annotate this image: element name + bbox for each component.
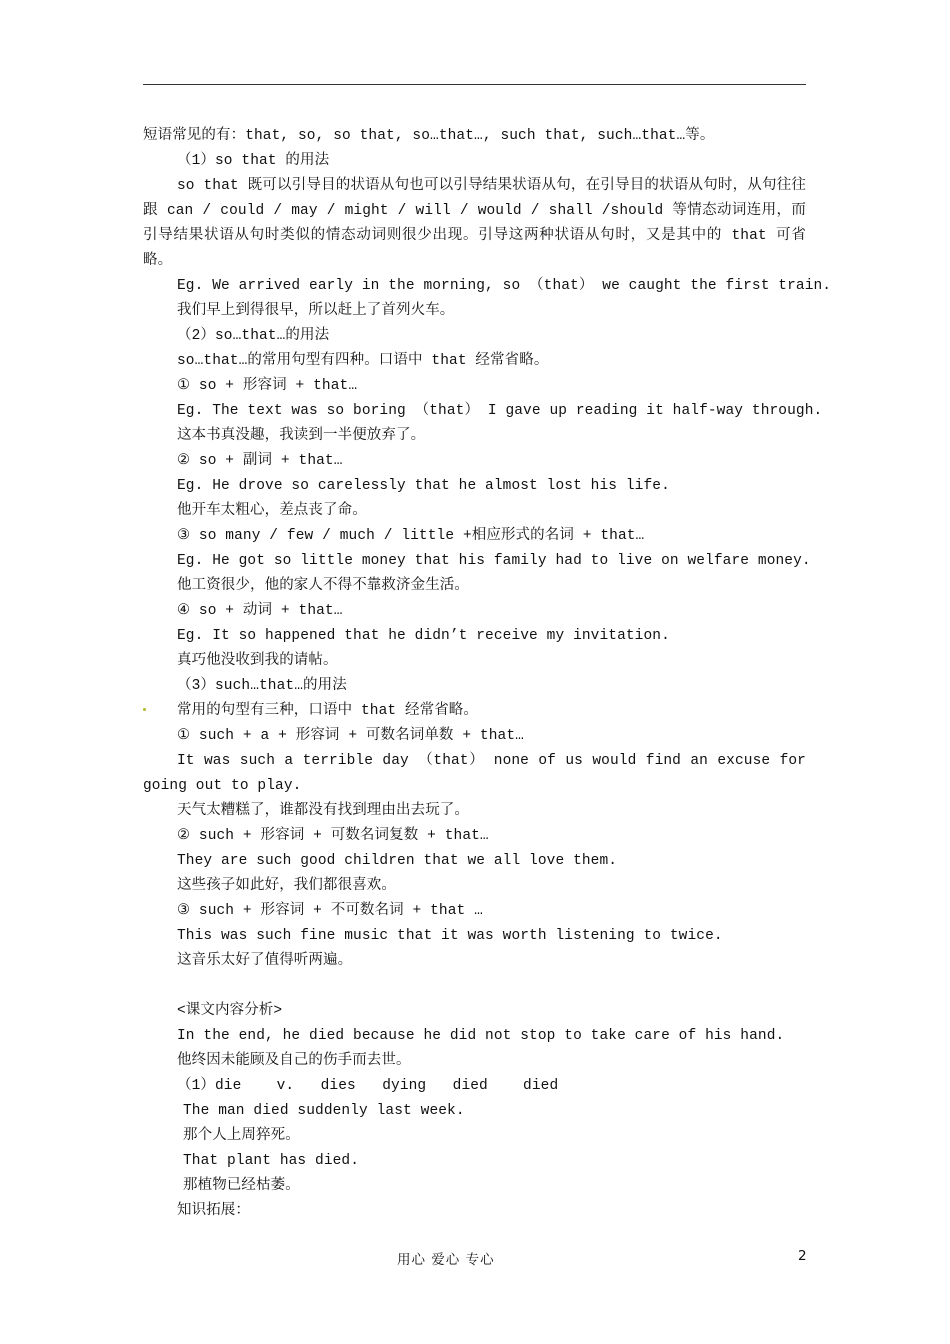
- text-line: 这些孩子如此好，我们都很喜欢。: [177, 878, 396, 894]
- stray-mark: [143, 708, 146, 711]
- text-line: 短语常见的有：that, so, so that, so…that…, such that, such…that…等。: [143, 128, 715, 144]
- text-line: 知识拓展：: [177, 1203, 250, 1219]
- text-line: 常用的句型有三种，口语中 that 经常省略。: [177, 703, 479, 719]
- text-line: 我们早上到得很早，所以赶上了首列火车。: [177, 303, 455, 319]
- footer-slogan: 用心 爱心 专心: [397, 1252, 495, 1268]
- text-line: ① so + 形容词 + that…: [177, 378, 358, 394]
- text-line: ② so + 副词 + that…: [177, 453, 343, 469]
- text-line: （2）so…that…的用法: [177, 328, 330, 344]
- text-line: Eg. We arrived early in the morning, so （that） we caught the first train.: [177, 278, 832, 294]
- text-line: 天气太糟糕了，谁都没有找到理由出去玩了。: [177, 803, 469, 819]
- text-line: They are such good children that we all love them.: [177, 853, 618, 869]
- text-line: It was such a terrible day （that） none of us would find an excuse for going out to play.: [143, 753, 806, 794]
- text-line: <课文内容分析>: [177, 1003, 283, 1019]
- text-line: 那植物已经枯萎。: [183, 1178, 300, 1194]
- blank-line: [143, 974, 806, 999]
- text-line: In the end, he died because he did not stop to take care of his hand.: [177, 1028, 785, 1044]
- header-rule: [143, 84, 806, 85]
- text-line: （1）so that 的用法: [177, 153, 330, 169]
- text-line: ④ so + 动词 + that…: [177, 603, 343, 619]
- text-line: 那个人上周猝死。: [183, 1128, 300, 1144]
- page-number: 2: [798, 1248, 807, 1264]
- text-line: so that 既可以引导目的状语从句也可以引导结果状语从句，在引导目的状语从句时，从句往往跟 can / could / may / might / will / would / shall /should 等情态动词连用，而引导结果状语从句时类似的情态动词则很少出现。引导这两种状语从句时，又是其中的 that 可省略。: [143, 178, 806, 269]
- text-line: （1）die v. dies dying died died: [177, 1078, 559, 1094]
- text-line: This was such fine music that it was worth listening to twice.: [177, 928, 723, 944]
- text-line: so…that…的常用句型有四种。口语中 that 经常省略。: [177, 353, 549, 369]
- text-line: ③ so many / few / much / little +相应形式的名词 + that…: [177, 528, 645, 544]
- page-footer: [0, 1248, 950, 1270]
- text-line: Eg. He got so little money that his family had to live on welfare money.: [177, 553, 811, 569]
- text-line: Eg. It so happened that he didn’t receive my invitation.: [177, 628, 670, 644]
- text-line: That plant has died.: [183, 1153, 360, 1169]
- text-line: 他终因未能顾及自己的伤手而去世。: [177, 1053, 411, 1069]
- document-body: [143, 124, 832, 1224]
- text-line: Eg. He drove so carelessly that he almost lost his life.: [177, 478, 670, 494]
- text-line: 他工资很少，他的家人不得不靠救济金生活。: [177, 578, 469, 594]
- text-line: ① such + a + 形容词 + 可数名词单数 + that…: [177, 728, 524, 744]
- text-line: （3）such…that…的用法: [177, 678, 347, 694]
- text-line: 这音乐太好了值得听两遍。: [177, 953, 353, 969]
- text-line: Eg. The text was so boring （that） I gave up reading it half-way through.: [177, 403, 823, 419]
- text-line: 真巧他没收到我的请帖。: [177, 653, 338, 669]
- text-line: 这本书真没趣，我读到一半便放弃了。: [177, 428, 426, 444]
- text-line: The man died suddenly last week.: [183, 1103, 465, 1119]
- text-line: ③ such + 形容词 + 不可数名词 + that …: [177, 903, 483, 919]
- text-line: ② such + 形容词 + 可数名词复数 + that…: [177, 828, 489, 844]
- text-line: 他开车太粗心，差点丧了命。: [177, 503, 367, 519]
